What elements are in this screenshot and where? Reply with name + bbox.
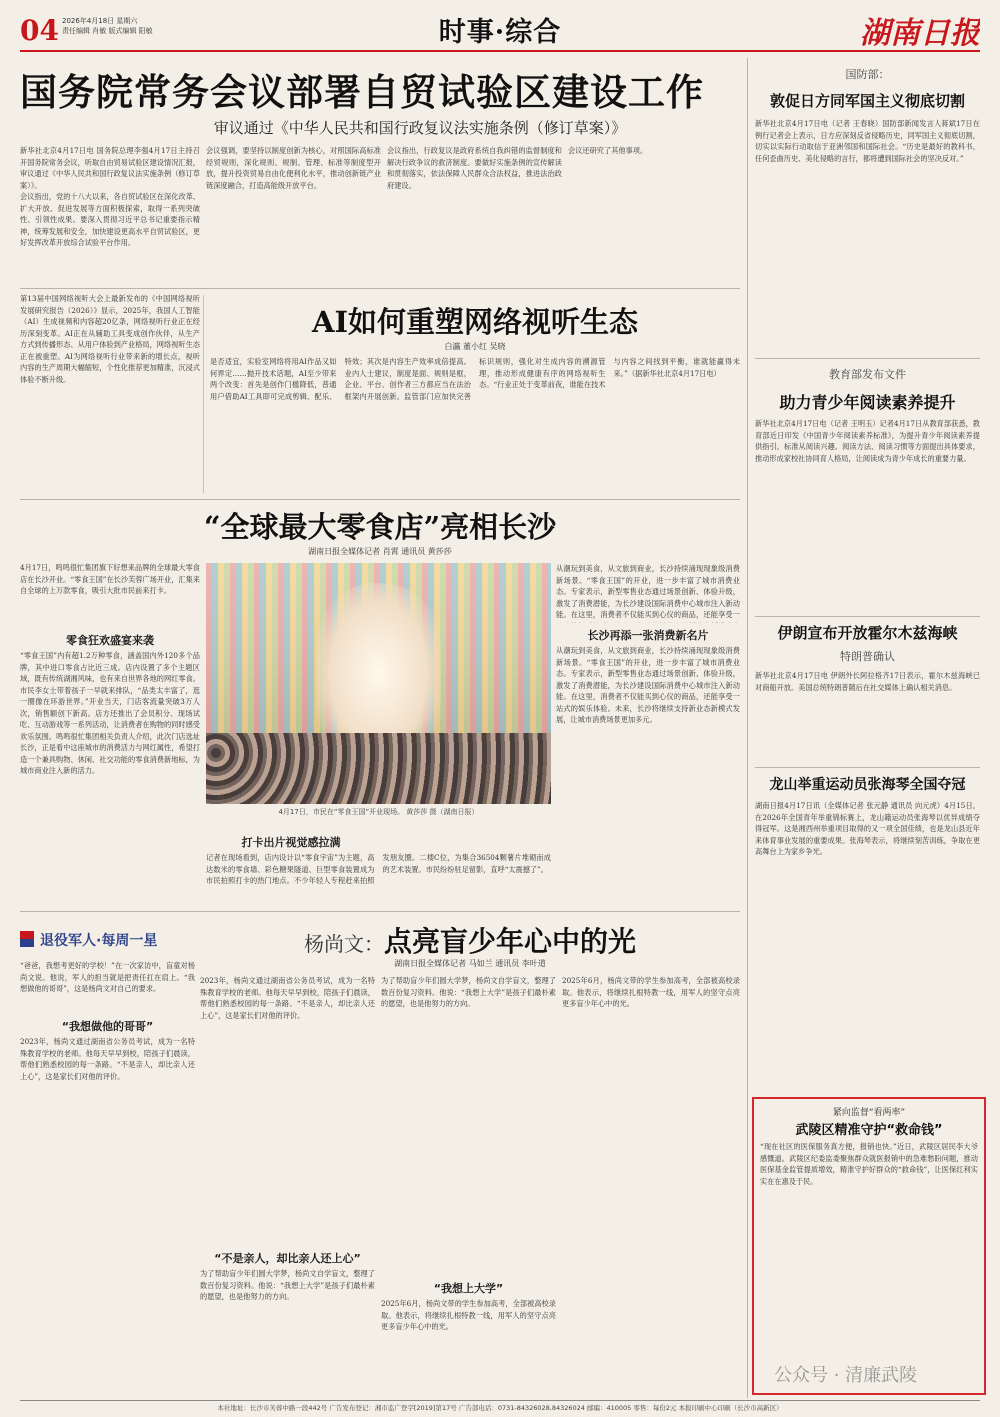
photo-caption: 4月17日，市民在“零食王国”开业现场。 黄莎莎 摄（湖南日报） xyxy=(278,808,479,816)
footer-rule xyxy=(20,1400,980,1401)
supervision-box xyxy=(752,1097,986,1395)
ai-left-column: 第13届中国网络视听大会上最新发布的《中国网络视听发展研究报告（2026）》显示，2025年，我国人工智能（AI）生成视频和内容超20亿条，网络视听行业正在经历深刻变革。AI正在从辅助工具变成创作伙伴，从生产方式到传播形态、从用户体验到产业格局，网络视听生态正在被重塑。AI为网络视听行业带来新的增长点，视听内容的生产周期大幅缩短，个性化推荐更加精准，沉浸式体验不断升级。 xyxy=(20,294,200,384)
store-col-3: 从潮玩到美食，从文旅到商业，长沙持续涌现现象级消费新场景。“零食王国”的开业，进一步丰富了城市消费业态。专家表示，新型零售业态通过场景创新、体验升级，激发了消费潜能，为长沙建设国际消费中心城市注入新动能。在这里，消费者不仅能买到心仪的商品，还能享受一 xyxy=(556,564,740,619)
store-subhead-3: 长沙再添一张消费新名片 xyxy=(587,629,709,642)
header-rule xyxy=(20,50,980,52)
date-line: 2026年4月18日 星期六 xyxy=(62,17,138,25)
newspaper-logo: 湖南日报 xyxy=(860,16,980,50)
ai-title: AI如何重塑网络视听生态 xyxy=(311,305,639,339)
wechat-watermark: 公众号 · 清廉武陵 xyxy=(774,1365,918,1386)
lead-para-2: 会议指出，党的十八大以来，各自贸试验区在深化改革、扩大开放、促进发展等方面积极探索，取得一系列突破性、引领性成果。要深入贯彻习近平总书记重要指示精神，统筹发展和安全，加快建设更高水平自贸试验区，更好发挥改革开放综合试验平台作用。 xyxy=(20,192,200,247)
right-rule-3 xyxy=(755,767,980,768)
section-title: 时事·综合 xyxy=(438,17,562,48)
right-title-3: 伊朗宣布开放霍尔木兹海峡 xyxy=(777,624,958,642)
veteran-col-4: 2025年6月，杨尚文带的学生参加高考，全部被高校录取。他表示，将继续扎根特教一线，用军人的坚守点亮更多盲少年心中的光。 xyxy=(562,976,740,1008)
lead-para-3: 会议强调，要坚持以制度创新为核心，对照国际高标准经贸规则，深化规则、规制、管理、标准等制度型开放，提升投资贸易自由化便利化水平，推动创新链产业链深度融合，打造高能级开放平台。 xyxy=(206,146,381,190)
lead-bottom-rule xyxy=(20,288,740,289)
veteran-column-text: 退役军人·每周一星 xyxy=(40,933,158,949)
veteran-col-1b: 2023年，杨尚文通过湖南省公务员考试，成为一名特殊教育学校的老师。他每天早早到校，陪孩子们晨读，帮他们熟悉校园的每一条路。“不是亲人，却比亲人还上心”，这是家长们对他的评价。 xyxy=(20,1037,195,1081)
store-col-3b: 从潮玩到美食，从文旅到商业，长沙持续涌现现象级消费新场景。“零食王国”的开业，进一步丰富了城市消费业态。专家表示，新型零售业态通过场景创新、体验升级，激发了消费潜能，为长沙建设国际消费中心城市注入新动能。在这里，消费者不仅能买到心仪的商品，还能享受一站式的娱乐体验。未来，长沙将继续支持新业态新模式发展，让城市消费场景更加多元。 xyxy=(556,646,740,724)
box-text: “现在社区的医保服务真方便，报销也快。”近日，武陵区居民李大爷感慨道。武陵区纪委监委聚焦群众就医报销中的急难愁盼问题，推动医保基金监管提质增效，精准守护好群众的“救命钱”，让医保红利实实在在惠及于民。 xyxy=(760,1142,978,1186)
store-subhead-1: 零食狂欢盛宴来袭 xyxy=(66,634,154,647)
right-kicker-1: 国防部： xyxy=(845,68,890,81)
store-col-1: “零食王国”内有超1.2万种零食，涵盖国内外120多个品牌，其中进口零食占比近三成。店内设置了多个主题区域，既有传统湖湘风味，也有来自世界各地的网红零食。市民李女士带着孩子一早就来排队，“品类太丰富了，逛一圈像在环游世界。”开业当天，门店客流量突破3万人次，销售额创下新高。店方还推出了会员积分、现场试吃、互动游戏等一系列活动，让消费者在购物的同时感受欢乐氛围。鸣鸣很忙集团相关负责人介绍，此次门店选址长沙，正是看中这座城市的消费活力与网红属性，希望打造一个兼具购物、休闲、社交功能的零食消费新地标，为城市商业注入新的活力。 xyxy=(20,651,200,775)
ai-body: 是否适宜，实验室网络将用AI作品又如何界定……抛开技术话题，AI至少带来两个改变：首先是创作门槛降低，普通用户借助AI工具即可完成剪辑、配乐、特效；其次是内容生产效率成倍提高。业内人士建议，制度是面、规则是框，企业、平台、创作者三方都应当在法治框架内开展创新。监管部门应加快完善标识规则，强化对生成内容的溯源管理，推动形成健康有序的网络视听生态。“行业正处于变革前夜，谁能在技术与内容之间找到平衡，谁就能赢得未来。”（据新华社北京4月17日电） xyxy=(210,357,740,401)
box-kicker: 紧向监督“看两率” xyxy=(832,1108,906,1118)
veteran-col-3b: 2025年6月，杨尚文带的学生参加高考，全部被高校录取。他表示，将继续扎根特教一线，用军人的坚守点亮更多盲少年心中的光。 xyxy=(381,1299,556,1331)
ai-divider xyxy=(203,295,204,493)
flag-icon xyxy=(20,931,34,947)
photo-arch xyxy=(316,583,441,733)
right-title-4: 龙山举重运动员张海琴全国夺冠 xyxy=(769,777,966,793)
lead-col-1 xyxy=(20,145,200,283)
store-photo xyxy=(206,563,551,804)
store-title: “全球最大零食店”亮相长沙 xyxy=(203,510,557,544)
veteran-col-2b: 为了帮助盲少年们圆大学梦，杨尚文自学盲文，整理了数百份复习资料。他说：“我想上大学”是孩子们最朴素的愿望，也是他努力的方向。 xyxy=(200,1269,375,1301)
photo-crowd xyxy=(206,733,551,804)
store-bottom-rule xyxy=(20,911,740,912)
lead-para-5: 会议还研究了其他事项。 xyxy=(568,146,648,155)
masthead xyxy=(0,0,1000,50)
lead-para-1: 新华社北京4月17日电 国务院总理李强4月17日主持召开国务院常务会议，听取自由贸易试验区建设情况汇报，审议通过《中华人民共和国行政复议法实施条例（修订草案）》。 xyxy=(20,146,200,190)
store-byline: 湖南日报全媒体记者 肖霄 通讯员 黄莎莎 xyxy=(308,547,452,556)
footer-text: 本社地址：长沙市芙蓉中路一段442号 广告发布登记：湘市监广登字[2019]第17号 广告部电话：0731-84326028,84326024 邮编：410005 零售：每份2元 本报印刷中心印刷（长沙市高新区） xyxy=(217,1404,783,1412)
lead-col-4 xyxy=(568,145,740,283)
right-text-2: 新华社北京4月17日电（记者 王明玉）记者4月17日从教育部获悉，教育部近日印发《中国青少年阅读素养标准》，为提升青少年阅读素养提供指引。标准从阅读兴趣、阅读方法、阅读习惯等方面提出具体要求，推动形成家校社协同育人格局，让阅读成为青少年成长的重要力量。 xyxy=(755,419,980,463)
lead-subtitle: 审议通过《中华人民共和国行政复议法实施条例（修订草案）》 xyxy=(213,119,627,137)
right-title-2: 助力青少年阅读素养提升 xyxy=(779,393,956,412)
veteran-col-3: 为了帮助盲少年们圆大学梦，杨尚文自学盲文，整理了数百份复习资料。他说：“我想上大学”是孩子们最朴素的愿望，也是他努力的方向。 xyxy=(381,976,556,1008)
veteran-column-label xyxy=(20,928,195,950)
lead-col-3 xyxy=(387,145,562,283)
veteran-subhead-1: “我想做他的哥哥” xyxy=(61,1020,154,1033)
right-title-1: 敦促日方同军国主义彻底切割 xyxy=(769,92,965,110)
right-text-4: 湖南日报4月17日讯（全媒体记者 张元静 通讯员 向元虎）4月15日，在2026年全国青年举重锦标赛上，龙山籍运动员张海琴以优异成绩夺得冠军。这是湘西州举重项目取得的又一项全国佳绩，也是龙山县近年来体育事业发展的重要成果。张海琴表示，将继续刻苦训练，争取在更高舞台上为家乡争光。 xyxy=(755,801,980,856)
veteran-title xyxy=(200,920,740,960)
right-text-1: 新华社北京4月17日电（记者 王春晓）国防部新闻发言人蒋斌17日在例行记者会上表示，日方应深刻反省侵略历史，同军国主义彻底切割，切实以实际行动取信于亚洲邻国和国际社会。“历史是最好的教科书，任何歪曲历史、美化侵略的言行，都将遭到国际社会的坚决反对。” xyxy=(755,119,980,163)
box-title: 武陵区精准守护“救命钱” xyxy=(795,1123,943,1138)
ai-bottom-rule xyxy=(20,499,740,500)
editor-line: 责任编辑 肖敏 版式编辑 阳敏 xyxy=(62,27,153,35)
store-col-2: 记者在现场看到，店内设计以“零食宇宙”为主题，高达数米的零食墙、彩色糖果隧道、巨型零食装置成为市民拍照打卡的热门地点。不少年轻人专程赶来拍照发朋友圈。二楼C位，为集合36504颗薯片堆砌而成的艺术装置。市民纷纷驻足留影，直呼“太震撼了”。 xyxy=(206,853,551,885)
veteran-subhead-3: “我想上大学” xyxy=(433,1282,504,1295)
store-intro: 4月17日，鸣鸣很忙集团旗下好想来品牌的全球最大零食店在长沙开业。“零食王国”在长沙芙蓉广场开业，汇集来自全球的上万款零食，吸引大批市民前来打卡。 xyxy=(20,563,200,595)
lead-col-2 xyxy=(206,145,381,283)
right-rule-2 xyxy=(755,616,980,617)
veteran-col-2: 2023年，杨尚文通过湖南省公务员考试，成为一名特殊教育学校的老师。他每天早早到校，陪孩子们晨读，帮他们熟悉校园的每一条路。“不是亲人，却比亲人还上心”，这是家长们对他的评价。 xyxy=(200,976,375,1020)
veteran-title-main: 点亮盲少年心中的光 xyxy=(383,925,636,958)
page-number: 04 xyxy=(20,14,59,47)
lead-title: 国务院常务会议部署自贸试验区建设工作 xyxy=(20,70,704,114)
right-column-divider xyxy=(747,58,748,1398)
ai-byline: 白瀛 董小红 吴晓 xyxy=(444,342,506,351)
right-text-3: 新华社北京4月17日电 伊朗外长阿拉格齐17日表示，霍尔木兹海峡已对商船开放。美国总统特朗普随后在社交媒体上确认相关消息。 xyxy=(755,671,980,692)
veteran-title-prefix: 杨尚文： xyxy=(303,932,384,956)
right-kicker-2: 教育部发布文件 xyxy=(829,368,906,381)
veteran-byline: 湖南日报全媒体记者 马如兰 通讯员 李叶道 xyxy=(394,959,546,968)
veteran-subhead-2: “不是亲人，却比亲人还上心” xyxy=(214,1252,361,1265)
veteran-col-1: “爸爸，我想考更好的学校！”在一次家访中，盲童对杨尚文说。他说，军人的担当就是把责任扛在肩上。“我想做他的哥哥”，这是杨尚文对自己的要求。 xyxy=(20,961,195,993)
store-subhead-2: 打卡出片视觉感拉满 xyxy=(241,836,341,849)
lead-para-4: 会议指出，行政复议是政府系统自我纠错的监督制度和解决行政争议的救济制度。要做好实施条例的宣传解读和贯彻落实，依法保障人民群众合法权益，推进法治政府建设。 xyxy=(387,146,562,190)
right-kicker-3: 特朗普确认 xyxy=(840,650,895,663)
right-rule-1 xyxy=(755,358,980,359)
